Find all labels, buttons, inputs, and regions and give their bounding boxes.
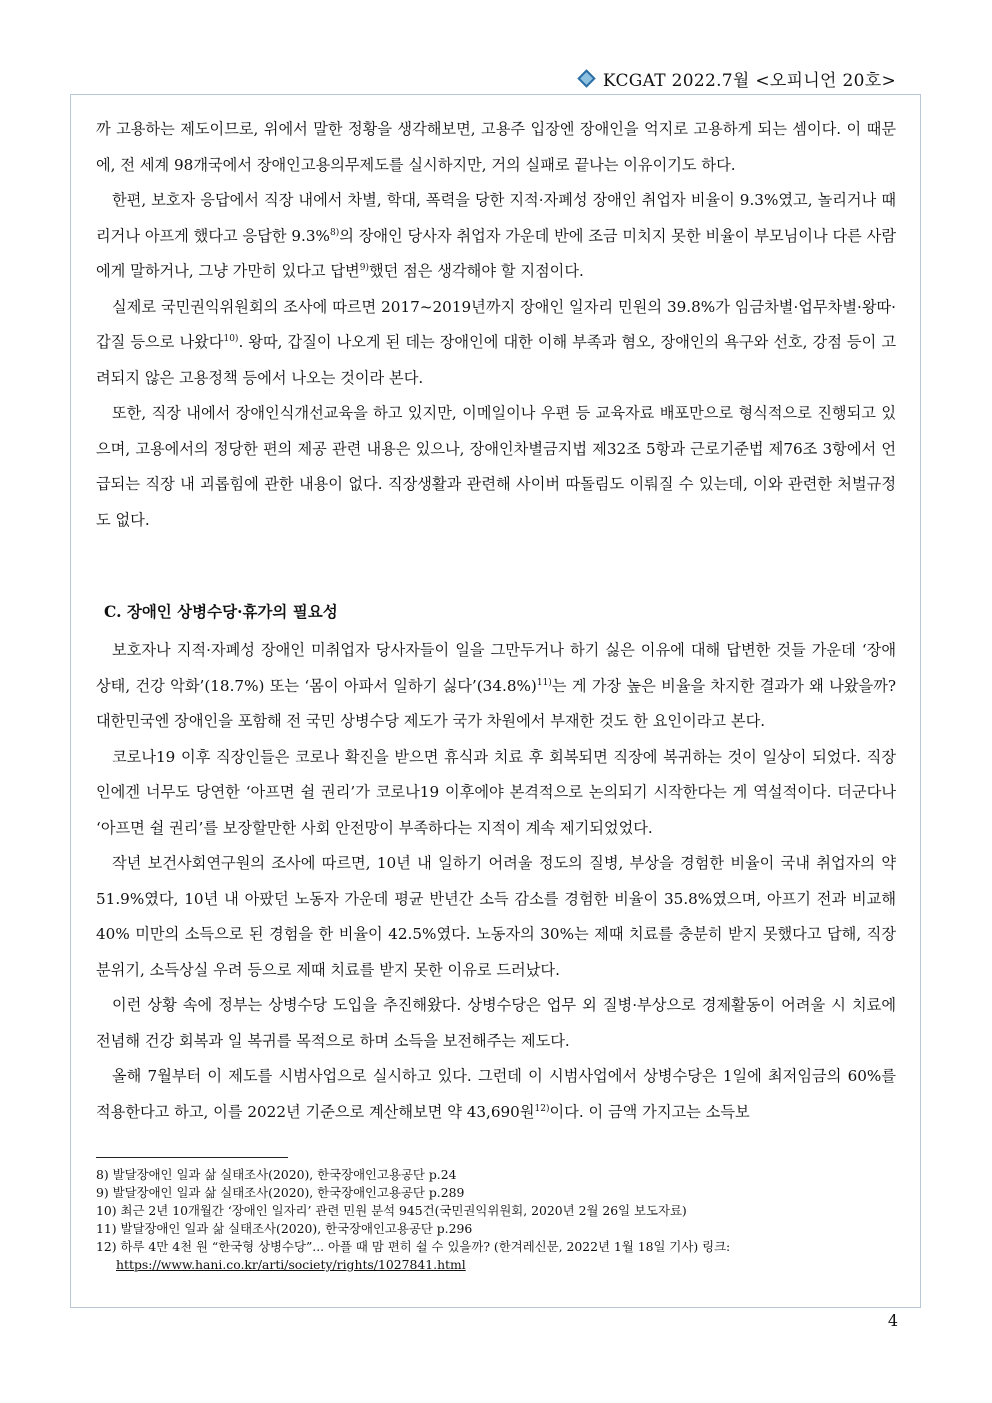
header-title: KCGAT 2022.7월 <오피니언 20호> bbox=[602, 71, 896, 91]
paragraph-text: 실제로 국민권익위원회의 조사에 따르면 2017~2019년까지 장애인 일자리 민원의 39.8%가 임금차별·업무차별·왕따·갑질 등으로 나왔다 bbox=[96, 297, 896, 351]
footnotes bbox=[96, 1166, 896, 1274]
paragraph bbox=[96, 290, 896, 397]
paragraph-text: 이다. 이 금액 가지고는 소득보 bbox=[549, 1102, 750, 1121]
footnote-ref[interactable]: 11) bbox=[536, 677, 552, 688]
paragraph bbox=[96, 1059, 896, 1130]
page-number: 4 bbox=[887, 1311, 898, 1330]
paragraph: 코로나19 이후 직장인들은 코로나 확진을 받으면 휴식과 치료 후 회복되면 직장에 복귀하는 것이 일상이 되었다. 직장인에겐 너무도 당연한 ‘아프면 쉴 권리’가 코로나19 이후에야 본격적으로 논의되기 시작한다는 게 역설적이다. 더군다나 ‘아프면 쉴 권리’를 보장할만한 사회 안전망이 부족하다는 지적이 계속 제기되었었다. bbox=[96, 747, 896, 837]
footnote-ref[interactable]: 12) bbox=[534, 1103, 550, 1114]
footnote-divider bbox=[96, 1157, 288, 1158]
paragraph bbox=[96, 633, 896, 740]
paragraph: 이런 상황 속에 정부는 상병수당 도입을 추진해왔다. 상병수당은 업무 외 질병·부상으로 경제활동이 어려울 시 치료에 전념해 건강 회복과 일 복귀를 목적으로 하며 소득을 보전해주는 제도다. bbox=[96, 996, 896, 1050]
footnote-text: 12) 하루 4만 4천 원 “한국형 상병수당”... 아플 때 맘 편히 쉴 수 있을까? (한겨레신문, 2022년 1월 18일 기사) 링크: bbox=[96, 1239, 731, 1254]
paragraph-text: 했던 점은 생각해야 할 지점이다. bbox=[368, 262, 584, 280]
paragraph bbox=[96, 183, 896, 290]
footnote: 10) 최근 2년 10개월간 ‘장애인 일자리’ 관련 민원 분석 945건(국민권익위원회, 2020년 2월 26일 보도자료) bbox=[96, 1203, 687, 1218]
paragraph: 작년 보건사회연구원의 조사에 따르면, 10년 내 일하기 어려울 정도의 질병, 부상을 경험한 비율이 국내 취업자의 약 51.9%였다, 10년 내 아팠던 노동자 가운데 평균 반년간 소득 감소를 경험한 비율이 35.8%였으며, 아프기 전과 비교해 40% 미만의 소득으로 된 경험을 한 비율이 42.5%였다. 노동자의 30%는 제때 치료를 충분히 받지 못했다고 답해, 직장 분위기, 소득상실 우려 등으로 제때 치료를 받지 못한 이유로 드러났다. bbox=[96, 854, 896, 979]
diamond-bullet-icon bbox=[577, 69, 595, 87]
footnote-link[interactable]: https://www.hani.co.kr/arti/society/rights/1027841.html bbox=[116, 1257, 466, 1272]
footnote: 11) 발달장애인 일과 삶 실태조사(2020), 한국장애인고용공단 p.296 bbox=[96, 1221, 473, 1236]
footnote: 9) 발달장애인 일과 삶 실태조사(2020), 한국장애인고용공단 p.289 bbox=[96, 1185, 465, 1200]
main-content bbox=[96, 112, 896, 1130]
paragraph: 또한, 직장 내에서 장애인식개선교육을 하고 있지만, 이메일이나 우편 등 교육자료 배포만으로 형식적으로 진행되고 있으며, 고용에서의 정당한 편의 제공 관련 내용은 있으나, 장애인차별금지법 제32조 5항과 근로기준법 제76조 3항에서 언급되는 직장 내 괴롭힘에 관한 내용이 없다. 직장생활과 관련해 사이버 따돌림도 이뤄질 수 있는데, 이와 관련한 처벌규정도 없다. bbox=[96, 404, 896, 529]
paragraph-text: 보호자나 지적·자폐성 장애인 미취업자 당사자들이 일을 그만두거나 하기 싫은 이유에 대해 답변한 것들 가운데 ‘장애 상태, 건강 악화’(18.7%) 또는 ‘몸이 아파서 일하기 싫다’(34.8%) bbox=[96, 641, 896, 695]
paragraph: 까 고용하는 제도이므로, 위에서 말한 정황을 생각해보면, 고용주 입장엔 장애인을 억지로 고용하게 되는 셈이다. 이 때문에, 전 세계 98개국에서 장애인고용의무제도를 실시하지만, 거의 실패로 끝나는 이유이기도 하다. bbox=[96, 120, 896, 174]
footnote bbox=[96, 1238, 896, 1274]
section-heading: C. 장애인 상병수당·휴가의 필요성 bbox=[104, 602, 338, 621]
footnote: 8) 발달장애인 일과 삶 실태조사(2020), 한국장애인고용공단 p.24 bbox=[96, 1167, 457, 1182]
paragraph-text: 는 게 가장 높은 비율을 차지한 결과가 왜 나왔을까? 대한민국엔 장애인을 포함해 전 국민 상병수당 제도가 국가 차원에서 부재한 것도 한 요인이라고 본다. bbox=[96, 676, 896, 730]
paragraph-text: 한편, 보호자 응답에서 직장 내에서 차별, 학대, 폭력을 당한 지적·자폐성 장애인 취업자 비율이 9.3%였고, 놀리거나 때리거나 아프게 했다고 응답한 9.3% bbox=[96, 191, 896, 245]
paragraph-text: 의 장애인 당사자 취업자 가운데 반에 조금 미치지 못한 비율이 부모님이나 다른 사람에게 말하거나, 그냥 가만히 있다고 답변 bbox=[96, 226, 896, 280]
footnote-ref[interactable]: 9) bbox=[359, 262, 369, 273]
footnote-ref[interactable]: 8) bbox=[329, 227, 340, 238]
paragraph-text: . 왕따, 갑질이 나오게 된 데는 장애인에 대한 이해 부족과 혐오, 장애인의 욕구와 선호, 강점 등이 고려되지 않은 고용정책 등에서 나오는 것이라 본다. bbox=[96, 333, 896, 387]
page-header bbox=[580, 66, 896, 91]
footnote-ref[interactable]: 10) bbox=[223, 333, 239, 344]
paragraph-text: 올해 7월부터 이 제도를 시범사업으로 실시하고 있다. 그런데 이 시범사업에서 상병수당은 1일에 최저임금의 60%를 적용한다고 하고, 이를 2022년 기준으로 계산해보면 약 43,690원 bbox=[96, 1067, 896, 1121]
